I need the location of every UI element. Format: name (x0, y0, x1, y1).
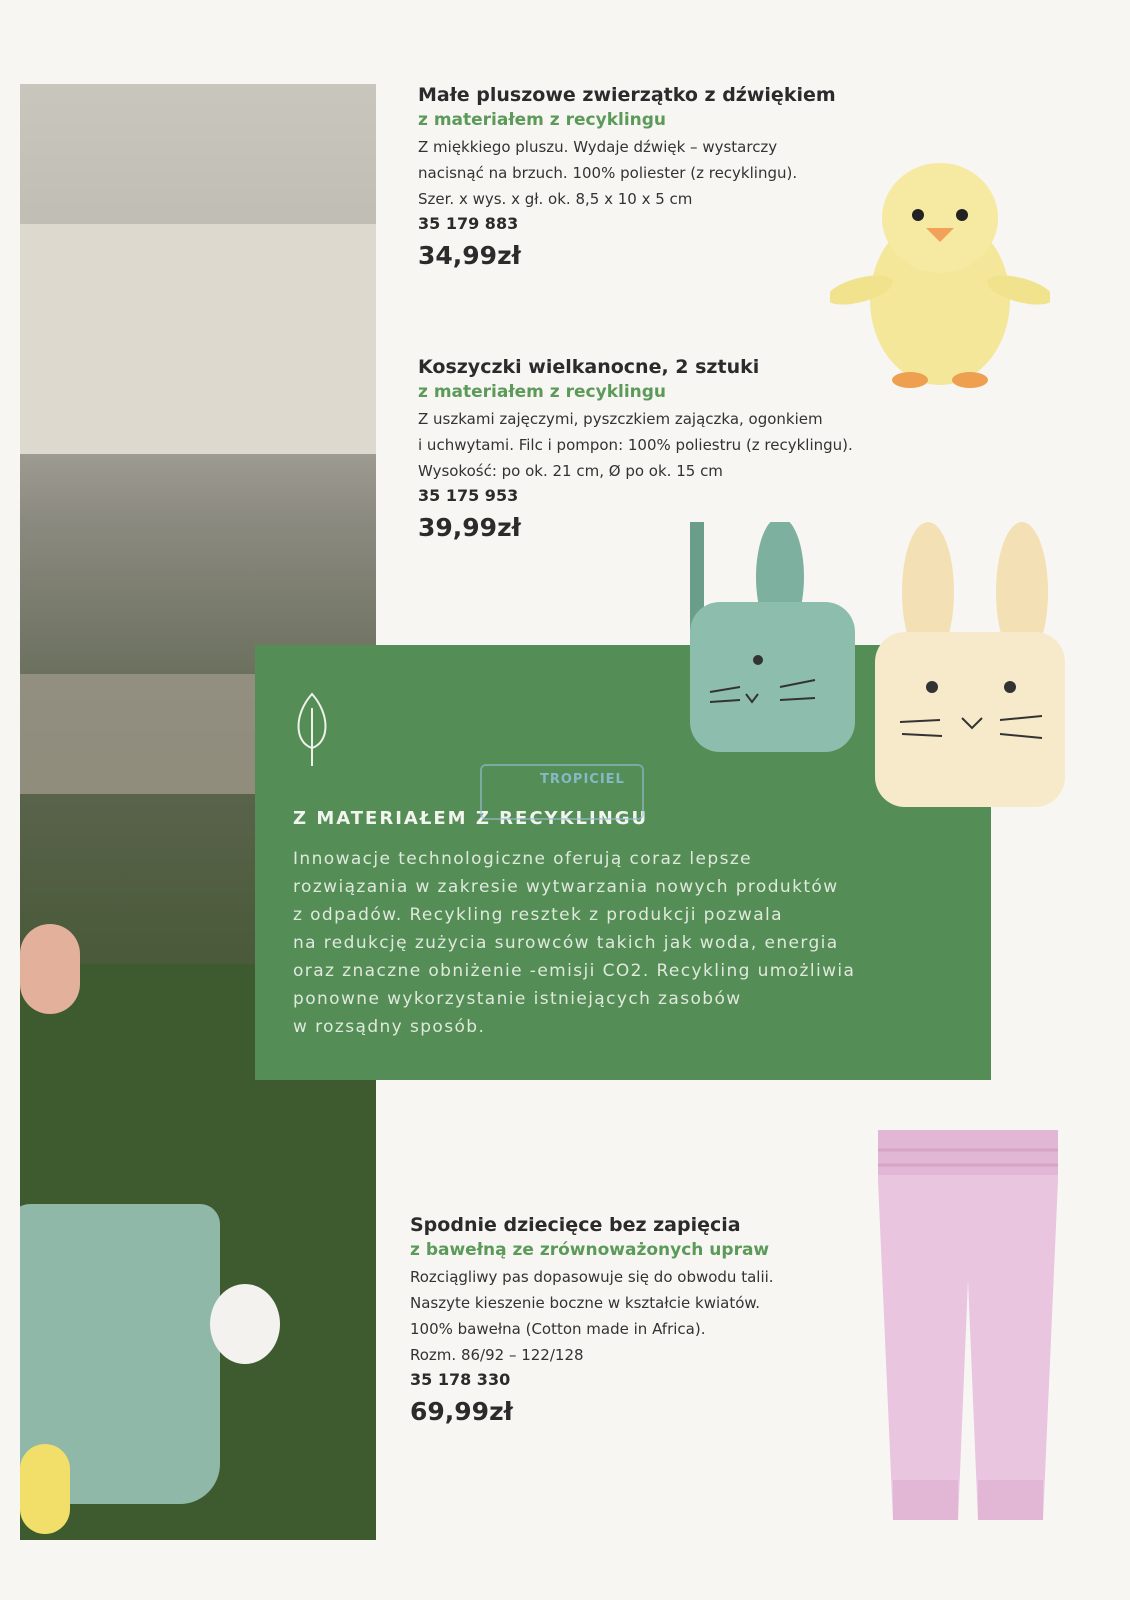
info-box-text (293, 845, 983, 1041)
product-price: 69,99zł (410, 1397, 513, 1426)
product-plush-chick (418, 84, 836, 270)
product-subtitle: z bawełną ze zrównoważonych upraw (410, 1240, 770, 1260)
product-code: 35 175 953 (418, 486, 519, 505)
currency: zł (489, 1397, 513, 1426)
product-desc-line: Rozciągliwy pas dopasowuje się do obwodu talii. (410, 1268, 774, 1286)
product-price: 34,99zł (418, 241, 521, 270)
product-desc-line: Rozm. 86/92 – 122/128 (410, 1346, 584, 1364)
product-desc-line: nacisnąć na brzuch. 100% poliester (z recyklingu). (418, 164, 798, 182)
currency: zł (497, 241, 521, 270)
product-kids-trousers (410, 1214, 774, 1426)
info-box-line: ponowne wykorzystanie istniejących zasobów (293, 989, 742, 1009)
product-desc-line: Naszyte kieszenie boczne w kształcie kwiatów. (410, 1294, 761, 1312)
info-box-line: na redukcję zużycia surowców takich jak woda, energia (293, 933, 839, 953)
product-desc-line: Z miękkiego pluszu. Wydaje dźwięk – wystarczy (418, 138, 778, 156)
pompom-tail (210, 1284, 280, 1364)
kids-trousers-image (868, 1120, 1068, 1540)
info-box-title: Z MATERIAŁEM Z RECYKLINGU (293, 808, 649, 829)
product-desc-line: i uchwytami. Filc i pompon: 100% poliestru (z recyklingu). (418, 436, 853, 454)
chick-toy-photo (20, 1444, 70, 1534)
product-code: 35 178 330 (410, 1370, 511, 1389)
product-title: Małe pluszowe zwierzątko z dźwiękiem (418, 84, 836, 106)
child-hand (20, 924, 80, 1014)
info-box-line: z odpadów. Recykling resztek z produkcji pozwala (293, 905, 783, 925)
product-subtitle: z materiałem z recyklingu (418, 382, 667, 402)
product-code: 35 179 883 (418, 214, 519, 233)
tablecloth (20, 224, 376, 454)
info-box-line: rozwiązania w zakresie wytwarzania nowych produktów (293, 877, 839, 897)
info-box-line: w rozsądny sposób. (293, 1017, 486, 1037)
product-price: 39,99zł (418, 513, 521, 542)
product-desc-line: Wysokość: po ok. 21 cm, Ø po ok. 15 cm (418, 462, 723, 480)
leaf-icon (290, 690, 334, 770)
watermark: TROPICIEL (480, 764, 644, 820)
product-desc-line: 100% bawełna (Cotton made in Africa). (410, 1320, 706, 1338)
product-easter-baskets (418, 356, 853, 542)
info-box-line: oraz znaczne obniżenie -emisji CO2. Recykling umożliwia (293, 961, 856, 981)
product-title: Koszyczki wielkanocne, 2 sztuki (418, 356, 760, 378)
product-desc-line: Z uszkami zajęczymi, pyszczkiem zajączka, ogonkiem (418, 410, 823, 428)
info-box-line: Innowacje technologiczne oferują coraz lepsze (293, 849, 753, 869)
product-desc-line: Szer. x wys. x gł. ok. 8,5 x 10 x 5 cm (418, 190, 693, 208)
plush-chick-image (830, 150, 1050, 395)
product-subtitle: z materiałem z recyklingu (418, 110, 667, 130)
bunny-baskets-image (690, 522, 1100, 822)
currency: zł (497, 513, 521, 542)
product-title: Spodnie dziecięce bez zapięcia (410, 1214, 741, 1236)
